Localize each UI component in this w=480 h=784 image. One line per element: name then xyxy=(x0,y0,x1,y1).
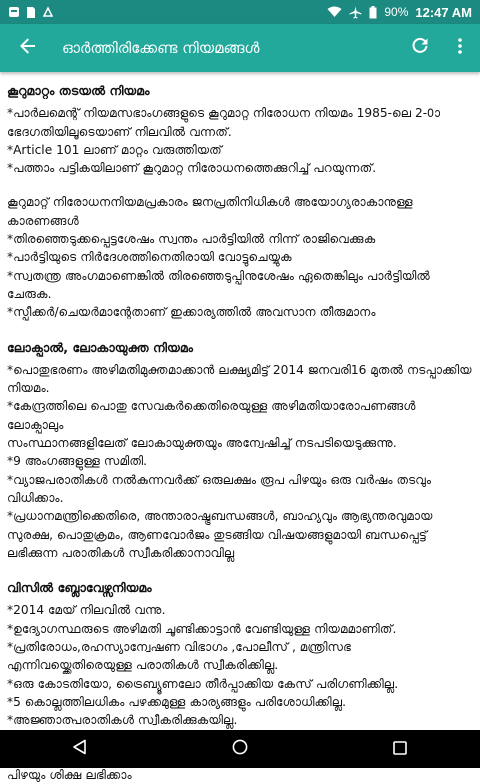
text-line: *അജ്ഞാത്പരാതികൾ സ്വീകരിക്കുകയില്ല. xyxy=(7,713,238,728)
text-line: *വ്യാജപരാതികൾ നൽകുന്നവർക്ക് ഒരുലക്ഷം രൂപ പിഴയും ഒരു വർഷം തടവും വിധിക്കാം. xyxy=(7,472,432,505)
airplane-mode-icon xyxy=(349,6,362,19)
sim-card-icon xyxy=(26,6,36,19)
section-heading: വിസിൽ ബ്ലോവേഴ്സനിയമം xyxy=(7,580,152,596)
status-left-icons xyxy=(0,6,54,19)
text-line: *5 കൊല്ലത്തിലധികം പഴക്കമുള്ള കാര്യങ്ങളും പരിശോധിക്കില്ല. xyxy=(7,694,347,709)
nav-back-button[interactable] xyxy=(50,730,110,768)
rules-content[interactable] xyxy=(0,72,480,783)
recents-square-icon xyxy=(393,740,407,759)
text-line: *സ്വതന്ത്ര അംഗമാണെങ്കിൽ തിരഞ്ഞെടുപ്പിനുശേഷം ഏതെങ്കിലും പാർട്ടിയിൽ ചേരുക. xyxy=(7,268,430,301)
refresh-button[interactable] xyxy=(400,24,440,72)
status-right-icons xyxy=(327,5,480,20)
battery-percent: 90% xyxy=(384,5,409,19)
section-anti-defection-law xyxy=(7,82,473,322)
text-line: *പൊതുഭരണം അഴിമതിമുക്തമാക്കാൻ ലക്ഷ്യമിട്ട് 2014 ജനവരി16 മുതൽ നടപ്പാക്കിയ നിയമം. xyxy=(7,362,472,396)
battery-icon xyxy=(369,6,377,19)
nav-recents-button[interactable] xyxy=(370,730,430,768)
back-triangle-icon xyxy=(72,739,88,759)
more-vert-icon xyxy=(458,38,462,58)
text-line: *പ്രതിരോധം,രഹസ്യാന്വേഷണ വിഭാഗം ,പോലീസ് , മന്ത്രിസഭ എന്നിവയ്ക്കെതിരെയുള്ള പരാതികൾ സ്വീകരിക്കില്ല. xyxy=(7,640,351,673)
home-circle-icon xyxy=(232,739,248,759)
app-bar xyxy=(0,24,480,72)
notification-icon xyxy=(8,6,20,18)
text-line: *തിരഞ്ഞെടുക്കപ്പെട്ടശേഷം സ്വന്തം പാർട്ടിയിൽ നിന്ന് രാജിവെക്കുക xyxy=(7,232,376,247)
text-line: *ഒരു കോടതിയോ, ട്രൈബ്യൂണലോ തീർപ്പാക്കിയ കേസ് പരിഗണിക്കില്ല. xyxy=(7,676,399,691)
wifi-icon xyxy=(327,6,342,18)
system-nav-bar xyxy=(0,730,480,768)
disqualification-paragraph xyxy=(7,193,473,321)
section-lokpal-law xyxy=(7,339,473,563)
status-bar xyxy=(0,0,480,24)
text-line: *ഉദ്യോഗസ്ഥരുടെ അഴിമതി ചൂണ്ടിക്കാട്ടാൻ വേണ്ടിയുള്ള നിയമമാണിത്. xyxy=(7,621,397,636)
section-heading: ലോക്പാൽ, ലോകായുക്ത നിയമം xyxy=(7,339,194,355)
status-time: 12:47 AM xyxy=(415,4,472,20)
text-line: *9 അംഗങ്ങളുള്ള സമിതി. xyxy=(7,454,147,469)
more-options-button[interactable] xyxy=(440,24,480,72)
text-line: *പ്രധാനമന്ത്രിക്കെതിരെ, അന്താരാഷ്ട്രബന്ധങ്ങൾ, ബാഹ്യവും ആഭ്യന്തരവുമായ സുരക്ഷ, പൊതുക്രമം, ആണവോർജം തുടങ്ങിയ വിഷയങ്ങളുമായി ബന്ധപ്പെട്ട് ലഭിക്കുന്ന പരാതികൾ സ്വീകരിക്കാനാവില്ല xyxy=(7,509,433,560)
text-line: *Article 101 ലാണ് മാറ്റം വരുത്തിയത് xyxy=(7,142,222,157)
text-line: *കേന്ദ്രത്തിലെ പൊതു സേവകർക്കെതിരെയുള്ള അഴിമതിയാരോപണങ്ങൾ ലോക്പാലും xyxy=(7,399,416,432)
text-line: സംസ്ഥാനങ്ങളിലേത് ലോകായുക്തയും അന്വേഷിച്ച് നടപടിയെടുക്കുന്നു. xyxy=(7,436,397,451)
text-line: *പാർട്ടിയുടെ നിർദേശത്തിനെതിരായി വോട്ടുചെയ്യുക xyxy=(7,250,292,265)
text-line: *2014 മേയ് നിലവിൽ വന്നു. xyxy=(7,603,166,618)
text-line: *പത്താം പട്ടികയിലാണ് കൂറുമാറ്റ നിരോധനത്തെക്കുറിച്ച് പറയുന്നത്. xyxy=(7,161,377,176)
text-line: *പാർലമെന്റ് നിയമസഭാംഗങ്ങളുടെ കൂറുമാറ്റ നിരോധന നിയമം 1985-ലെ 2-0ാ ഭേദഗതിയിലൂടെയാണ് നിലവിൽ വന്നത്. xyxy=(7,106,441,139)
back-arrow-icon xyxy=(20,38,36,58)
text-line: പിഴയും ശിക്ഷ ലഭിക്കാം xyxy=(7,768,132,783)
refresh-icon xyxy=(412,38,428,58)
file-icon xyxy=(42,6,54,18)
page-title: ഓർത്തിരിക്കേണ്ട നിയമങ്ങൾ xyxy=(62,39,260,57)
text-line: *സ്പീക്കർ/ചെയർമാന്റേതാണ് ഇക്കാര്യത്തിൽ അവസാന തീരുമാനം xyxy=(7,305,376,320)
text-line: കൂറുമാറ്റ് നിരോധനനിയമപ്രകാരം ജനപ്രതിനിധികൾ അയോഗ്യരാകാനുള്ള കാരണങ്ങൾ xyxy=(7,195,413,228)
section-heading: കൂറുമാറ്റം തടയൽ നിയമം xyxy=(7,83,150,98)
nav-home-button[interactable] xyxy=(210,730,270,768)
back-button[interactable] xyxy=(0,24,56,72)
